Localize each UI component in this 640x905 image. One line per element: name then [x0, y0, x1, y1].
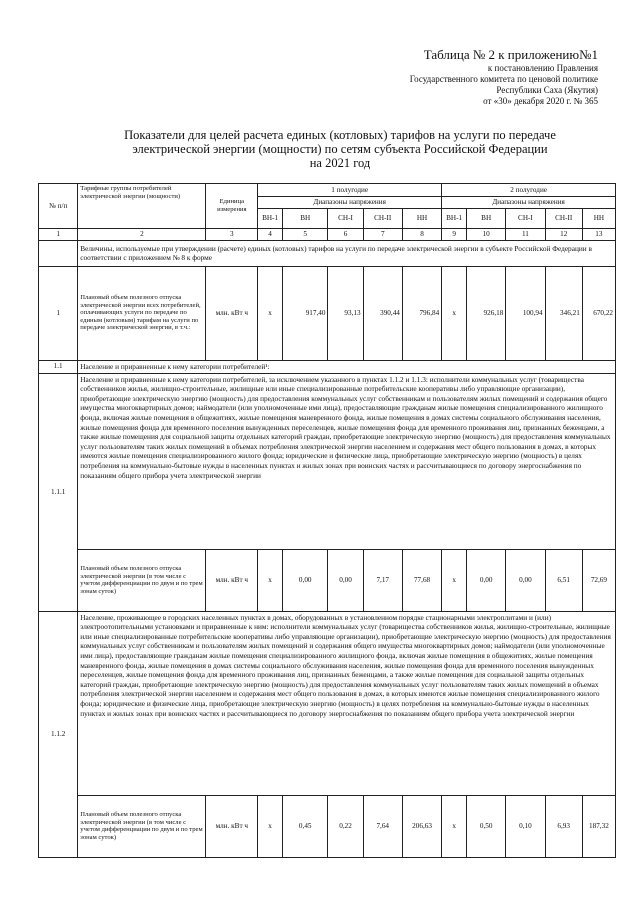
value-cell: 390,44	[363, 266, 402, 360]
header-half1: 1 полугодие	[258, 184, 442, 197]
column-number: 6	[328, 229, 363, 241]
value-cell: 0,45	[282, 795, 327, 857]
level-header: НН	[402, 209, 441, 229]
document-header	[410, 47, 598, 107]
column-number: 11	[506, 229, 545, 241]
section-note: Величины, используемые при утверждении (расчете) единых (котловых) тарифов на услуги по передаче электрической энергии в субъекте Российской Федерации в соответствии с приложением № 8 к форме	[78, 240, 616, 266]
table-row	[39, 549, 616, 611]
title-line: на 2021 год	[309, 156, 371, 170]
level-header: ВН	[467, 209, 506, 229]
column-numbers-row	[39, 229, 616, 241]
row-num: 1.1	[39, 360, 78, 373]
row-label: Население и приравненные к нему категории потребителей¹:	[78, 360, 616, 373]
level-header: НН	[582, 209, 615, 229]
column-number: 1	[39, 229, 78, 241]
row-num: 1	[39, 266, 78, 360]
table-row	[39, 266, 616, 360]
header-unit: Единица измерения	[206, 184, 258, 229]
row-num: 1.1.2	[39, 611, 78, 857]
level-header: СН-I	[506, 209, 545, 229]
empty-cell	[39, 240, 78, 266]
value-cell: х	[258, 266, 283, 360]
level-header: СН-I	[328, 209, 363, 229]
value-cell: 6,93	[545, 795, 582, 857]
level-header: ВН-1	[258, 209, 283, 229]
header-line: Государственного комитета по ценовой политике	[409, 74, 598, 84]
value-cell: 926,18	[467, 266, 506, 360]
value-cell: 670,22	[582, 266, 615, 360]
column-number: 4	[258, 229, 283, 241]
header-ranges: Диапазоны напряжения	[258, 197, 442, 209]
header-ranges: Диапазоны напряжения	[442, 197, 616, 209]
value-cell: х	[258, 795, 283, 857]
level-header: СН-II	[545, 209, 582, 229]
row-label: Плановый объем полезного отпуска электрической энергии (в том числе с учетом дифференциации по двум и по трем зонам суток)	[78, 549, 206, 611]
value-cell: 7,17	[363, 549, 402, 611]
column-number: 10	[467, 229, 506, 241]
title-line: Показатели для целей расчета единых (котловых) тарифов на услуги по передаче	[124, 128, 556, 142]
value-cell: 0,00	[328, 549, 363, 611]
header-line: Республики Саха (Якутия)	[496, 85, 598, 95]
value-cell: х	[258, 549, 283, 611]
row-unit: млн. кВт ч	[206, 795, 258, 857]
value-cell: х	[442, 795, 467, 857]
row-label: Плановый объем полезного отпуска электрической энергии (в том числе с учетом дифференциации по двум и по трем зонам суток)	[78, 795, 206, 857]
row-description: Население и приравненные к нему категории потребителей, за исключением указанного в пунктах 1.1.2 и 1.1.3: исполнители коммунальных услуг (товарищества собственников жилья, жилищно-строительные, жилищные или иные специализированные потребительские кооперативы либо управляющие организации), приобретающие электрическую энергию (мощность) для предоставления коммунальных услуг собственникам и пользователям жилых помещений и содержания общего имущества многоквартирных домов; наймодатели (или уполномоченные ими лица), предоставляющие гражданам жилые помещения специализированного жилищного фонда, включая жилые помещения в общежитиях, жилые помещения маневренного фонда, жилые помещения в домах системы социального обслуживания населения, жилые помещения фонда для временного поселения вынужденных переселенцев, жилые помещения фонда для временного проживания лиц, признанных беженцами, а также жилые помещения для социальной защиты отдельных категорий граждан, приобретающие электрическую энергию (мощность) для предоставления коммунальных услуг пользователям таких жилых помещений в объемах потребления электрической энергии населением и содержания мест общего пользования в домах, в которых имеются жилые помещения специализированного жилого фонда; юридические и физические лица, приобретающие электрическую энергию (мощность) в целях потребления на коммунально-бытовые нужды в населенных пунктах и жилых зонах при воинских частях и рассчитывающиеся по договору энергоснабжения по показаниям общего прибора учета электрической энергии	[78, 373, 616, 549]
value-cell: 100,94	[506, 266, 545, 360]
value-cell: 0,50	[467, 795, 506, 857]
value-cell: 0,10	[506, 795, 545, 857]
title-line: электрической энергии (мощности) по сетям субъекта Российской Федерации	[132, 142, 548, 156]
table-row	[39, 360, 616, 373]
row-description: Население, проживающее в городских населенных пунктах в домах, оборудованных в установленном порядке стационарными электроплитами и (или) электроотопительными установками и приравненные к ним: исполнители коммунальных услуг (товарищества собственников жилья, жилищно-строительные, жилищные или иные специализированные потребительские кооперативы либо управляющие организации), приобретающие электрическую энергию (мощность) для предоставления коммунальных услуг собственникам и пользователям жилых помещений и содержания общего имущества многоквартирных домов; наймодатели (или уполномоченные ими лица), предоставляющие гражданам жилые помещения специализированного жилищного фонда, включая жилые помещения в общежитиях, жилые помещения маневренного фонда, жилые помещения в домах системы социального обслуживания населения, жилые помещения фонда для временного поселения вынужденных переселенцев, жилые помещения фонда для временного проживания лиц, признанных беженцами, а также жилые помещения для социальной защиты отдельных категорий граждан, приобретающие электрическую энергию (мощность) для предоставления коммунальных услуг пользователям таких жилых помещений в объемах потребления электрической энергии населением и содержания мест общего пользования в домах, в которых имеются жилые помещения специализированного жилого фонда; юридические и физические лица, приобретающие электрическую энергию (мощность) в целях потребления на коммунально-бытовые нужды в населенных пунктах и жилых зонах при воинских частях и рассчитывающиеся по договору энергоснабжения по показаниям общего прибора учета электрической энергии	[78, 611, 616, 795]
value-cell: 917,40	[282, 266, 327, 360]
value-cell: 93,13	[328, 266, 363, 360]
value-cell: х	[442, 266, 467, 360]
value-cell: 0,00	[506, 549, 545, 611]
column-number: 8	[402, 229, 441, 241]
level-header: СН-II	[363, 209, 402, 229]
row-label: Плановый объем полезного отпуска электрической энергии всех потребителей, оплачивающих услуги по передаче по единым (котловым) тарифам на услуги по передаче электрической энергии, в т.ч.:	[78, 266, 206, 360]
column-number: 5	[282, 229, 327, 241]
column-number: 2	[78, 229, 206, 241]
value-cell: 72,69	[582, 549, 615, 611]
value-cell: 346,21	[545, 266, 582, 360]
value-cell: 206,63	[402, 795, 441, 857]
value-cell: 77,68	[402, 549, 441, 611]
level-header: ВН-1	[442, 209, 467, 229]
row-num: 1.1.1	[39, 373, 78, 611]
column-number: 9	[442, 229, 467, 241]
table-row	[39, 373, 616, 549]
value-cell: 187,32	[582, 795, 615, 857]
table-row	[39, 795, 616, 857]
value-cell: 0,22	[328, 795, 363, 857]
table-row	[39, 611, 616, 795]
header-half2: 2 полугодие	[442, 184, 616, 197]
level-header: ВН	[282, 209, 327, 229]
column-number: 3	[206, 229, 258, 241]
column-number: 7	[363, 229, 402, 241]
header-num: № п/п	[39, 184, 78, 229]
value-cell: 796,84	[402, 266, 441, 360]
value-cell: 7,64	[363, 795, 402, 857]
header-groups: Тарифные группы потребителей электрической энергии (мощности)	[78, 184, 206, 229]
value-cell: 0,00	[467, 549, 506, 611]
value-cell: 6,51	[545, 549, 582, 611]
value-cell: х	[442, 549, 467, 611]
column-number: 13	[582, 229, 615, 241]
header-date: от «30» декабря 2020 г. № 365	[483, 96, 598, 106]
row-unit: млн. кВт ч	[206, 549, 258, 611]
value-cell: 0,00	[282, 549, 327, 611]
column-number: 12	[545, 229, 582, 241]
tariff-table	[38, 183, 616, 858]
row-unit: млн. кВт ч	[206, 266, 258, 360]
document-title	[60, 128, 620, 170]
header-line: к постановлению Правления	[487, 63, 598, 73]
header-table-ref: Таблица № 2 к приложению№1	[423, 47, 598, 62]
